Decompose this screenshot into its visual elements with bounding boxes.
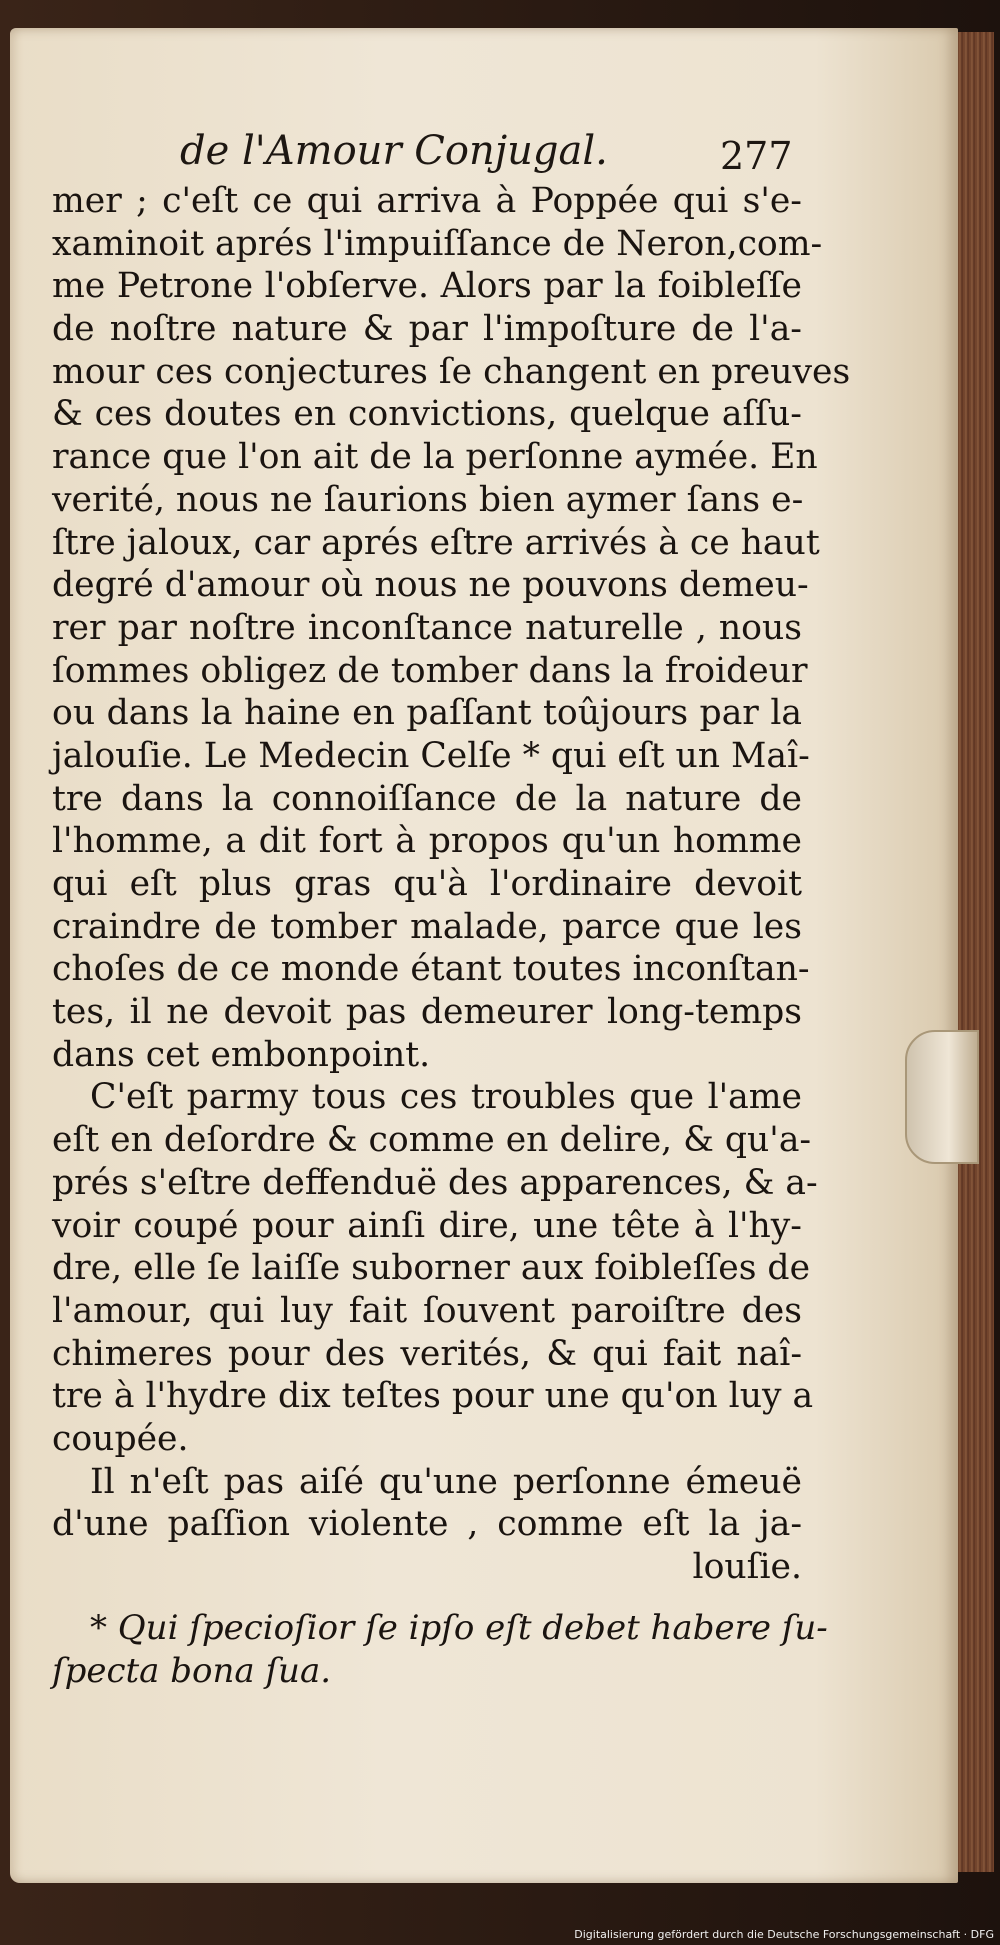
text-line: rer par noſtre inconſtance naturelle , nous: [52, 607, 802, 648]
text-line: jalouſie. Le Medecin Celſe * qui eſt un Maî-: [52, 735, 810, 776]
body-text: [52, 180, 851, 1589]
running-title: de l'Amour Conjugal.: [180, 128, 608, 174]
text-line: choſes de ce monde étant toutes inconſtan-: [52, 949, 810, 990]
text-line: & ces doutes en convictions, quelque aſſu-: [52, 394, 802, 435]
text-line: verité, nous ne ſaurions bien aymer ſans e-: [52, 479, 804, 520]
text-line: voir coupé pour ainſi dire, une tête à l'hy-: [52, 1205, 802, 1246]
text-line: de noſtre nature & par l'impoſture de l'a-: [52, 309, 802, 350]
text-line: me Petrone l'obſerve. Alors par la foibleſſe: [52, 266, 802, 307]
digitization-credit: Digitalisierung gefördert durch die Deutsche Forschungsgemeinschaft · DFG: [574, 1928, 994, 1941]
text-line: xaminoit aprés l'impuiſſance de Neron,com-: [52, 223, 823, 264]
page-number: 277: [720, 134, 793, 178]
text-line: mer ; c'eſt ce qui arriva à Poppée qui s'e-: [52, 181, 802, 221]
text-line: l'amour, qui luy fait ſouvent paroiſtre des: [52, 1290, 802, 1331]
text-line: louſie.: [692, 1547, 802, 1587]
text-line: d'une paſſion violente , comme eſt la ja-: [52, 1504, 802, 1545]
text-line: rance que l'on ait de la perſonne aymée. En: [52, 437, 818, 478]
footnote-line: * Qui ſpecioſior ſe ipſo eſt debet habere ſu-: [90, 1608, 828, 1648]
text-line: degré d'amour où nous ne pouvons demeu-: [52, 565, 809, 606]
footnote: [52, 1605, 828, 1691]
text-line: craindre de tomber malade, parce que les: [52, 906, 802, 947]
text-line: tre à l'hydre dix teſtes pour une qu'on luy a: [52, 1376, 814, 1417]
text-line: chimeres pour des verités, & qui fait naî-: [52, 1333, 802, 1374]
book-fore-edge: [958, 32, 994, 1872]
text-line: l'homme, a dit fort à propos qu'un homme: [52, 821, 802, 862]
text-line: dans cet embonpoint.: [52, 1034, 431, 1075]
text-line: qui eſt plus gras qu'à l'ordinaire devoit: [52, 864, 802, 904]
footnote-line: ſpecta bona ſua.: [52, 1650, 332, 1691]
text-line: ſommes obligez de tomber dans la froideur: [52, 650, 808, 691]
text-line: mour ces conjectures ſe changent en preuves: [52, 351, 851, 392]
text-line: prés s'eſtre deffenduë des apparences, & a-: [52, 1162, 818, 1203]
text-line: tes, il ne devoit pas demeurer long-temps: [52, 992, 802, 1033]
text-line: dre, elle ſe laiſſe suborner aux foibleſſes de: [52, 1248, 811, 1289]
page-clasp: [905, 1030, 979, 1164]
text-line: Il n'eſt pas aiſé qu'une perſonne émeuë: [90, 1461, 802, 1502]
text-line: ou dans la haine en paſſant toûjours par la: [52, 693, 802, 734]
text-line: coupée.: [52, 1418, 189, 1459]
text-line: tre dans la connoiſſance de la nature de: [52, 778, 802, 819]
text-line: ſtre jaloux, car aprés eſtre arrivés à ce haut: [52, 522, 820, 563]
text-line: eſt en deſordre & comme en delire, & qu'a-: [52, 1120, 812, 1161]
text-line: C'eſt parmy tous ces troubles que l'ame: [90, 1077, 802, 1118]
page-header: [180, 128, 800, 178]
